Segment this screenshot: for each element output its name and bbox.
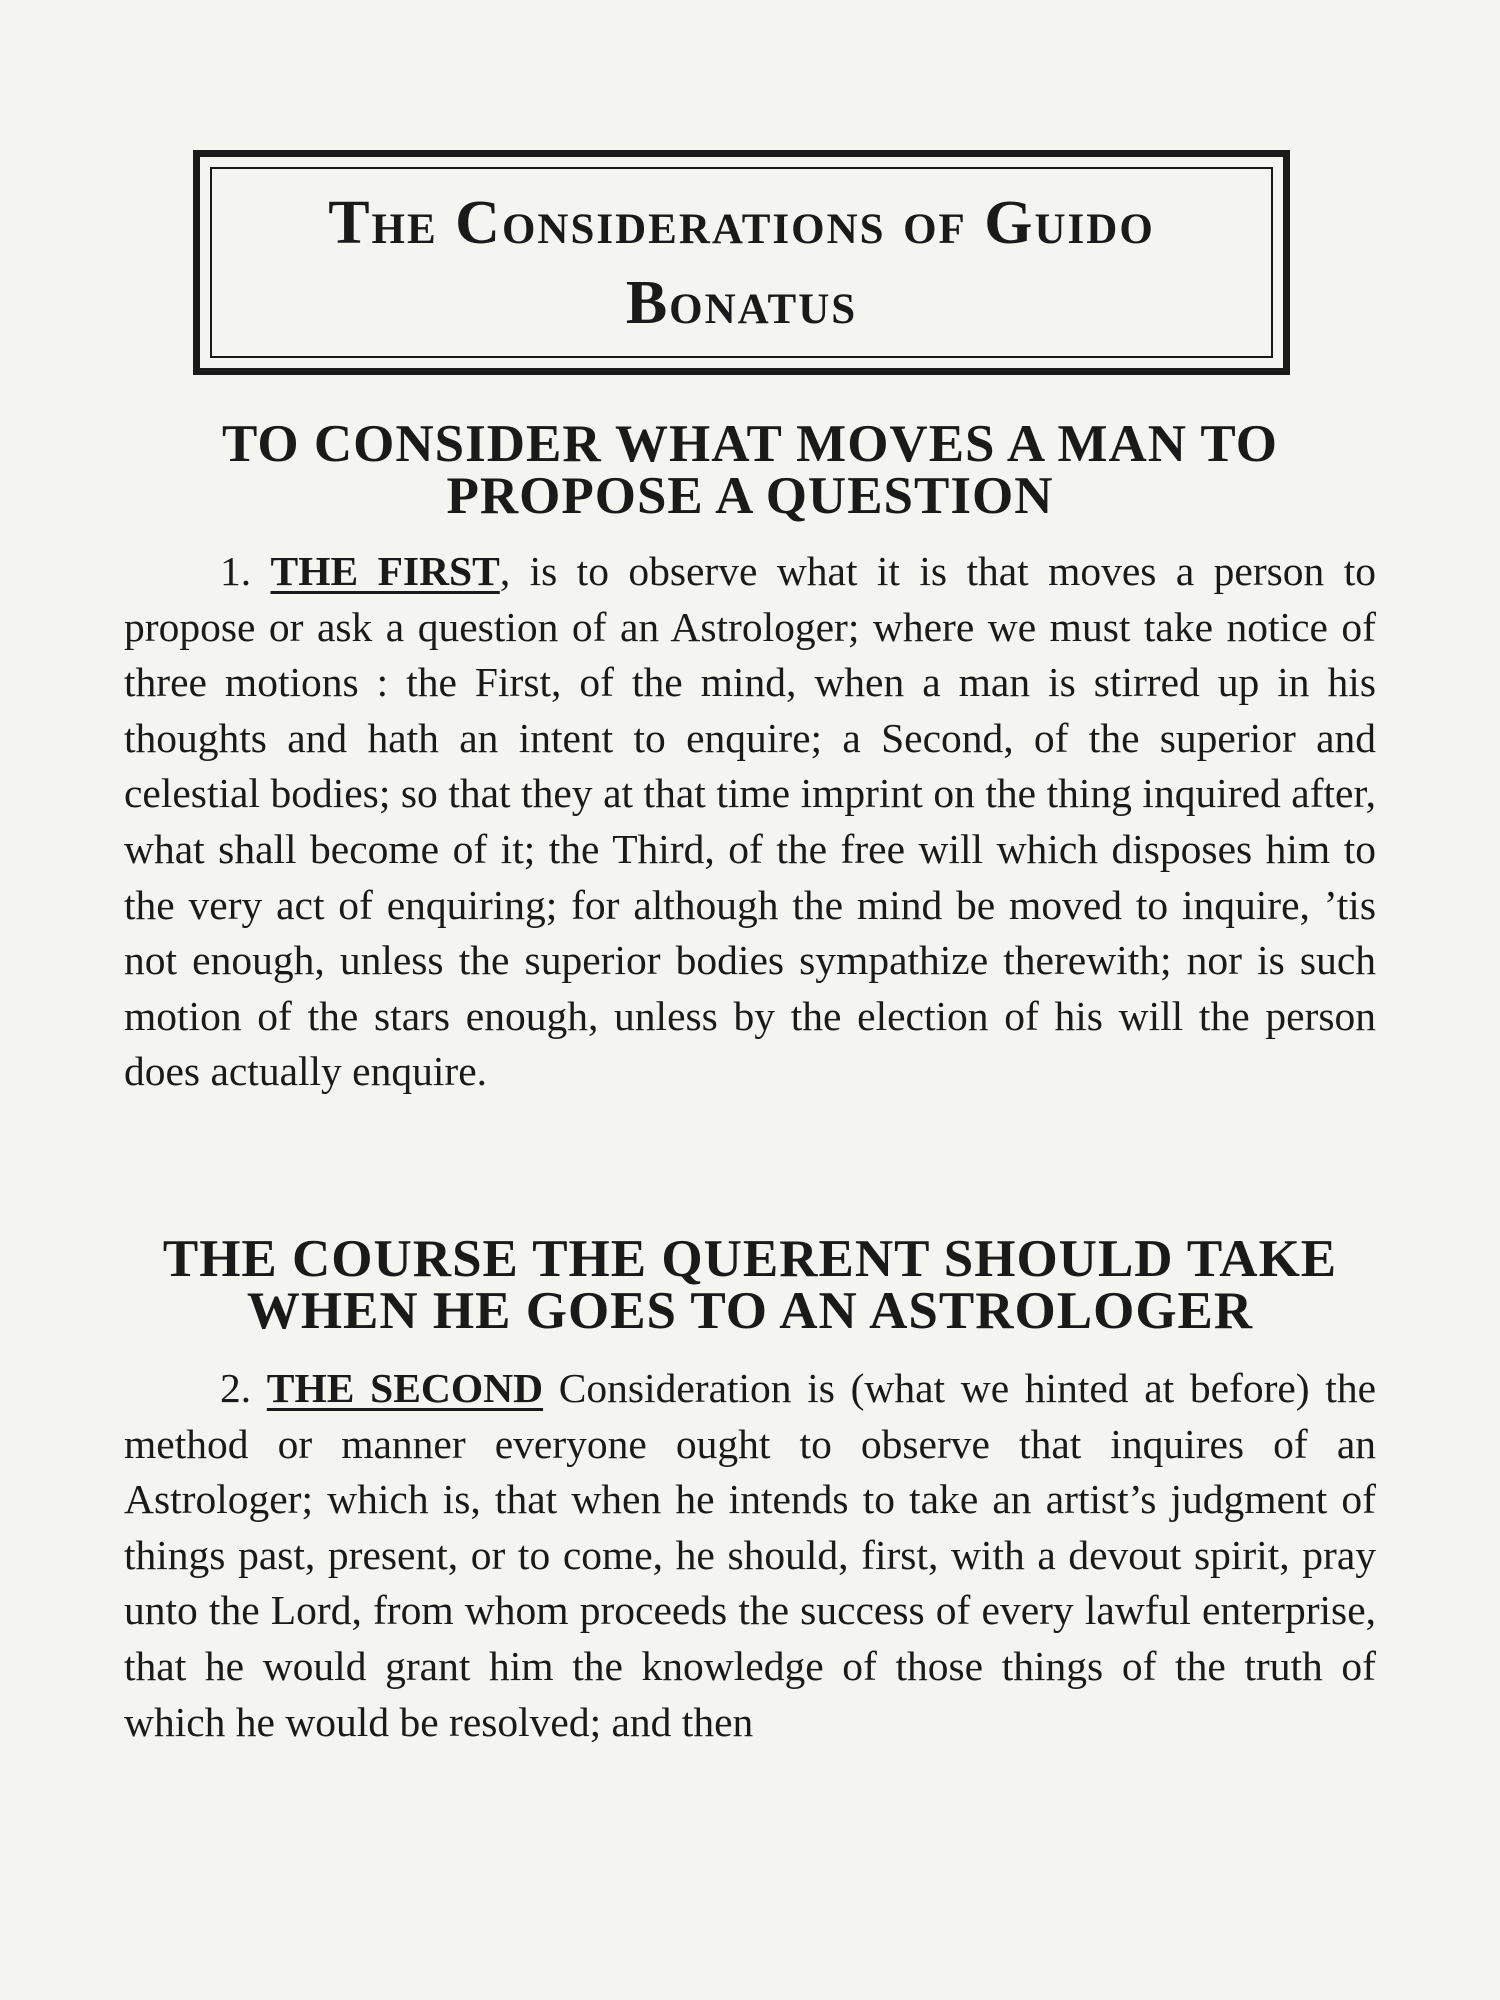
paragraph-lead: THE SECOND	[266, 1365, 544, 1411]
paragraph-body: Consideration is (what we hinted at before) the method or manner everyone ought to observe that inquires of an Astrologer; which is, that when he intends to take an artist’s judgment of things past, present, or to come, he should, first, with a devout spirit, pray unto the Lord, from whom proceeds the success of every lawful enterprise, that he would grant him the knowledge of those things of the truth of which he would be resolved; and then	[124, 1365, 1376, 1745]
paragraph-number: 2.	[220, 1365, 252, 1411]
section-second-consideration	[124, 1230, 1376, 1750]
paragraph-body: , is to observe what it is that moves a person to propose or ask a question of an Astrologer; where we must take notice of three motions : the First, of the mind, when a man is stirred up in his thoughts and hath an intent to enquire; a Second, of the superior and celestial bodies; so that they at that time imprint on the thing inquired after, what shall become of it; the Third, of the free will which disposes him to the very act of enquiring; for although the mind be moved to inquire, ’tis not enough, unless the superior bodies sympathize therewith; nor is such motion of the stars enough, unless by the election of his will the person does actually enquire.	[124, 548, 1376, 1095]
paragraph-lead: THE FIRST	[270, 548, 500, 594]
book-title: The Considerations of Guido Bonatus	[328, 188, 1155, 337]
section-first-consideration	[124, 415, 1376, 1100]
paragraph-number: 1.	[220, 548, 252, 594]
title-frame	[193, 150, 1290, 375]
section-paragraph	[124, 544, 1376, 1100]
title-frame-inner	[210, 167, 1273, 358]
section-paragraph	[124, 1361, 1376, 1750]
section-heading: TO CONSIDER WHAT MOVES A MAN TO PROPOSE A QUESTION	[222, 415, 1278, 525]
section-heading: THE COURSE THE QUERENT SHOULD TAKE WHEN HE GOES TO AN ASTROLOGER	[162, 1230, 1338, 1340]
